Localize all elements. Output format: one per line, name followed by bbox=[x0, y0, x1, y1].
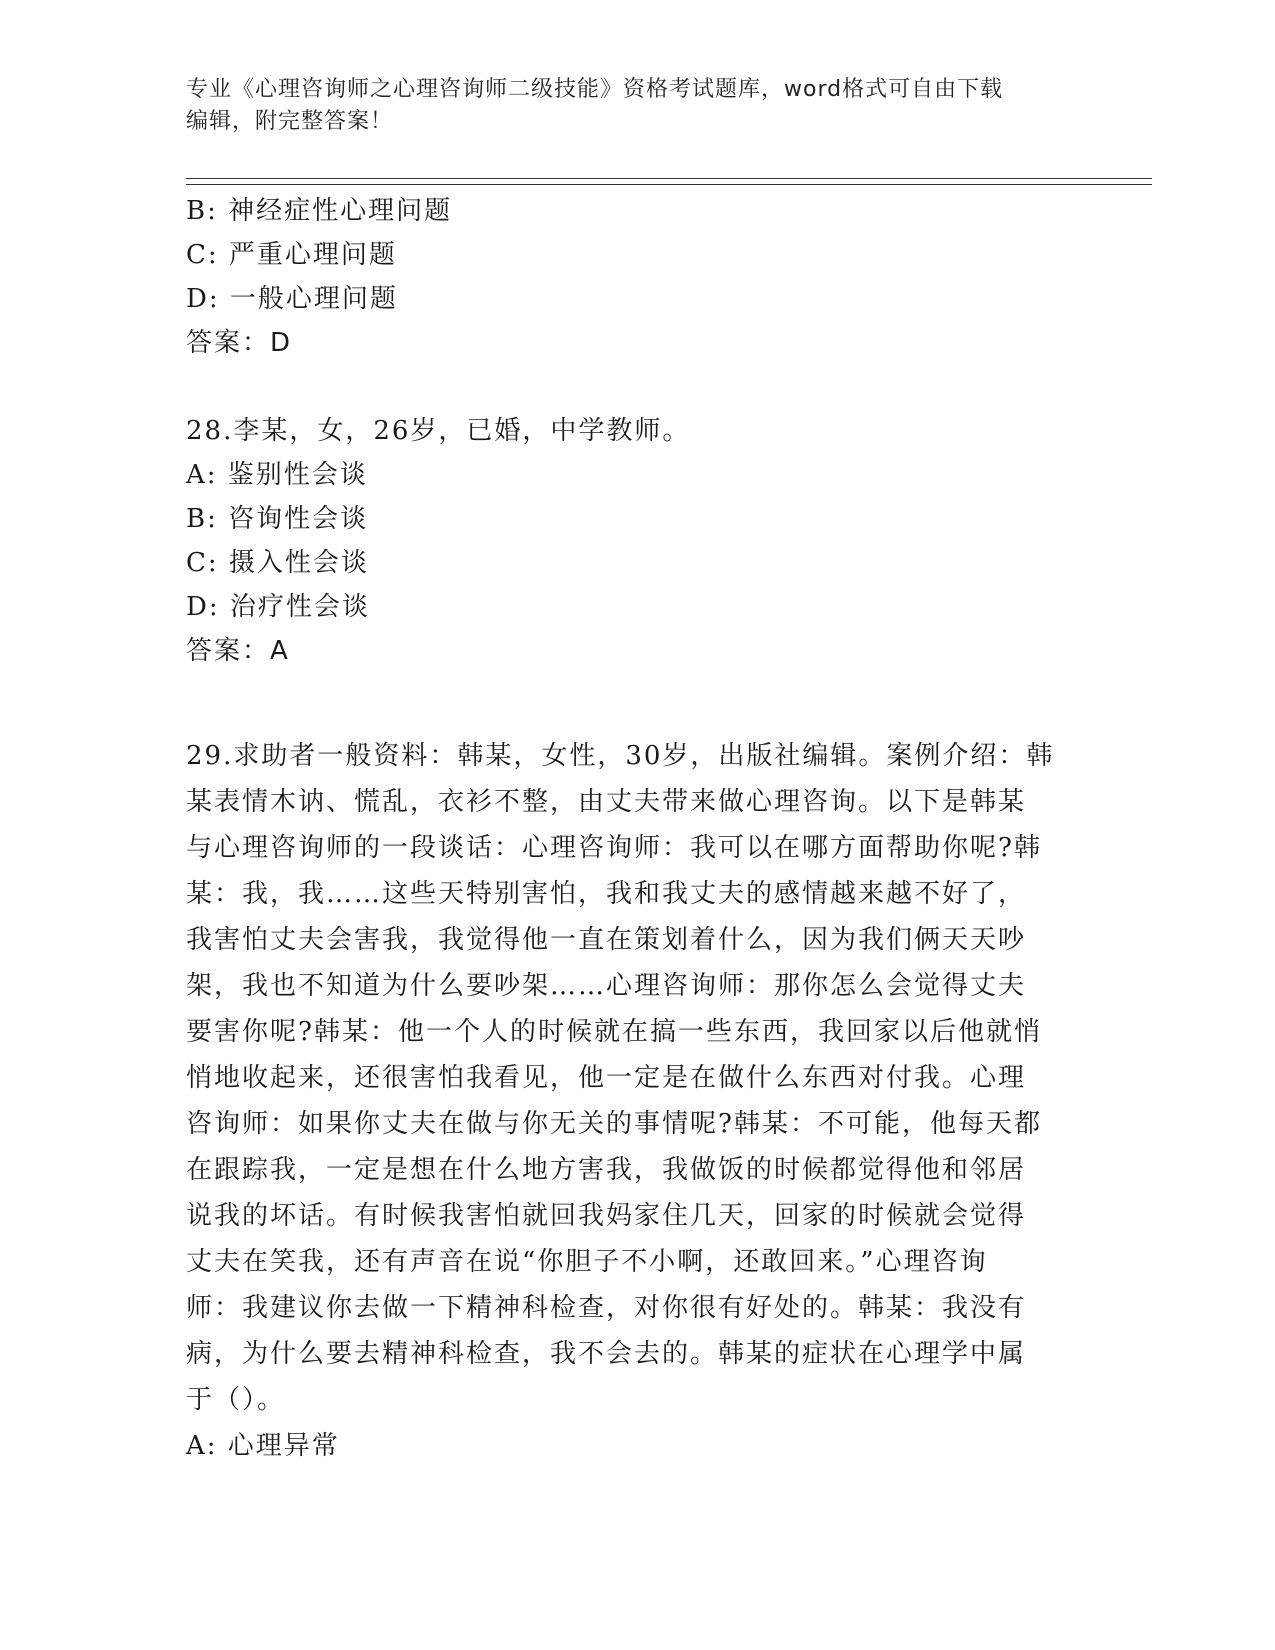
q29-stem-line: 在跟踪我，一定是想在什么地方害我，我做饭的时候都觉得他和邻居 bbox=[186, 1155, 1027, 1185]
document-header bbox=[186, 74, 1066, 138]
q28-option-a: A: 鉴别性会谈 bbox=[186, 460, 368, 490]
q29-stem-line: 病，为什么要去精神科检查，我不会去的。韩某的症状在心理学中属 bbox=[186, 1339, 1027, 1369]
q27-option-b: B: 神经症性心理问题 bbox=[186, 196, 453, 226]
q29-stem bbox=[186, 733, 1086, 1469]
q27-option-c: C: 严重心理问题 bbox=[186, 240, 397, 270]
q28-option-d: D: 治疗性会谈 bbox=[186, 592, 370, 622]
header-line-2: 编辑，附完整答案！ bbox=[186, 109, 394, 134]
q29-stem-line: 与心理咨询师的一段谈话：心理咨询师：我可以在哪方面帮助你呢?韩 bbox=[186, 833, 1042, 863]
q29-stem-line: 我害怕丈夫会害我，我觉得他一直在策划着什么，因为我们俩天天吵 bbox=[186, 925, 1027, 955]
header-divider-top bbox=[186, 178, 1152, 179]
q29-stem-line: 于（）。 bbox=[186, 1385, 286, 1415]
q29-stem-line: 29.求助者一般资料：韩某，女性，30岁，出版社编辑。案例介绍：韩 bbox=[186, 741, 1055, 771]
q27-answer: 答案：D bbox=[186, 328, 293, 358]
q29-stem-line: 某表情木讷、慌乱，衣衫不整，由丈夫带来做心理咨询。以下是韩某 bbox=[186, 787, 1027, 817]
q29-stem-line: 要害你呢?韩某：他一个人的时候就在搞一些东西，我回家以后他就悄 bbox=[186, 1017, 1042, 1047]
header-line-1: 专业《心理咨询师之心理咨询师二级技能》资格考试题库，word格式可自由下载 bbox=[186, 77, 1004, 102]
header-divider-bottom bbox=[186, 184, 1152, 185]
q28-option-c: C: 摄入性会谈 bbox=[186, 548, 369, 578]
q29-stem-line: 师：我建议你去做一下精神科检查，对你很有好处的。韩某：我没有 bbox=[186, 1293, 1027, 1323]
q29-stem-line: 咨询师：如果你丈夫在做与你无关的事情呢?韩某：不可能，他每天都 bbox=[186, 1109, 1042, 1139]
q28-stem: 28.李某，女，26岁，已婚，中学教师。 bbox=[186, 416, 691, 446]
q27-option-d: D: 一般心理问题 bbox=[186, 284, 398, 314]
q29-stem-line: 某：我，我……这些天特别害怕，我和我丈夫的感情越来越不好了， bbox=[186, 879, 1027, 909]
q29-stem-line: 说我的坏话。有时候我害怕就回我妈家住几天，回家的时候就会觉得 bbox=[186, 1201, 1027, 1231]
q28-option-b: B: 咨询性会谈 bbox=[186, 504, 369, 534]
q29-stem-line: 架，我也不知道为什么要吵架……心理咨询师：那你怎么会觉得丈夫 bbox=[186, 971, 1027, 1001]
q29-option-a: A: 心理异常 bbox=[186, 1431, 340, 1461]
q28-answer: 答案：A bbox=[186, 636, 290, 666]
q29-stem-line: 悄地收起来，还很害怕我看见，他一定是在做什么东西对付我。心理 bbox=[186, 1063, 1027, 1093]
q29-stem-line: 丈夫在笑我，还有声音在说“你胆子不小啊，还敢回来。”心理咨询 bbox=[186, 1247, 988, 1277]
